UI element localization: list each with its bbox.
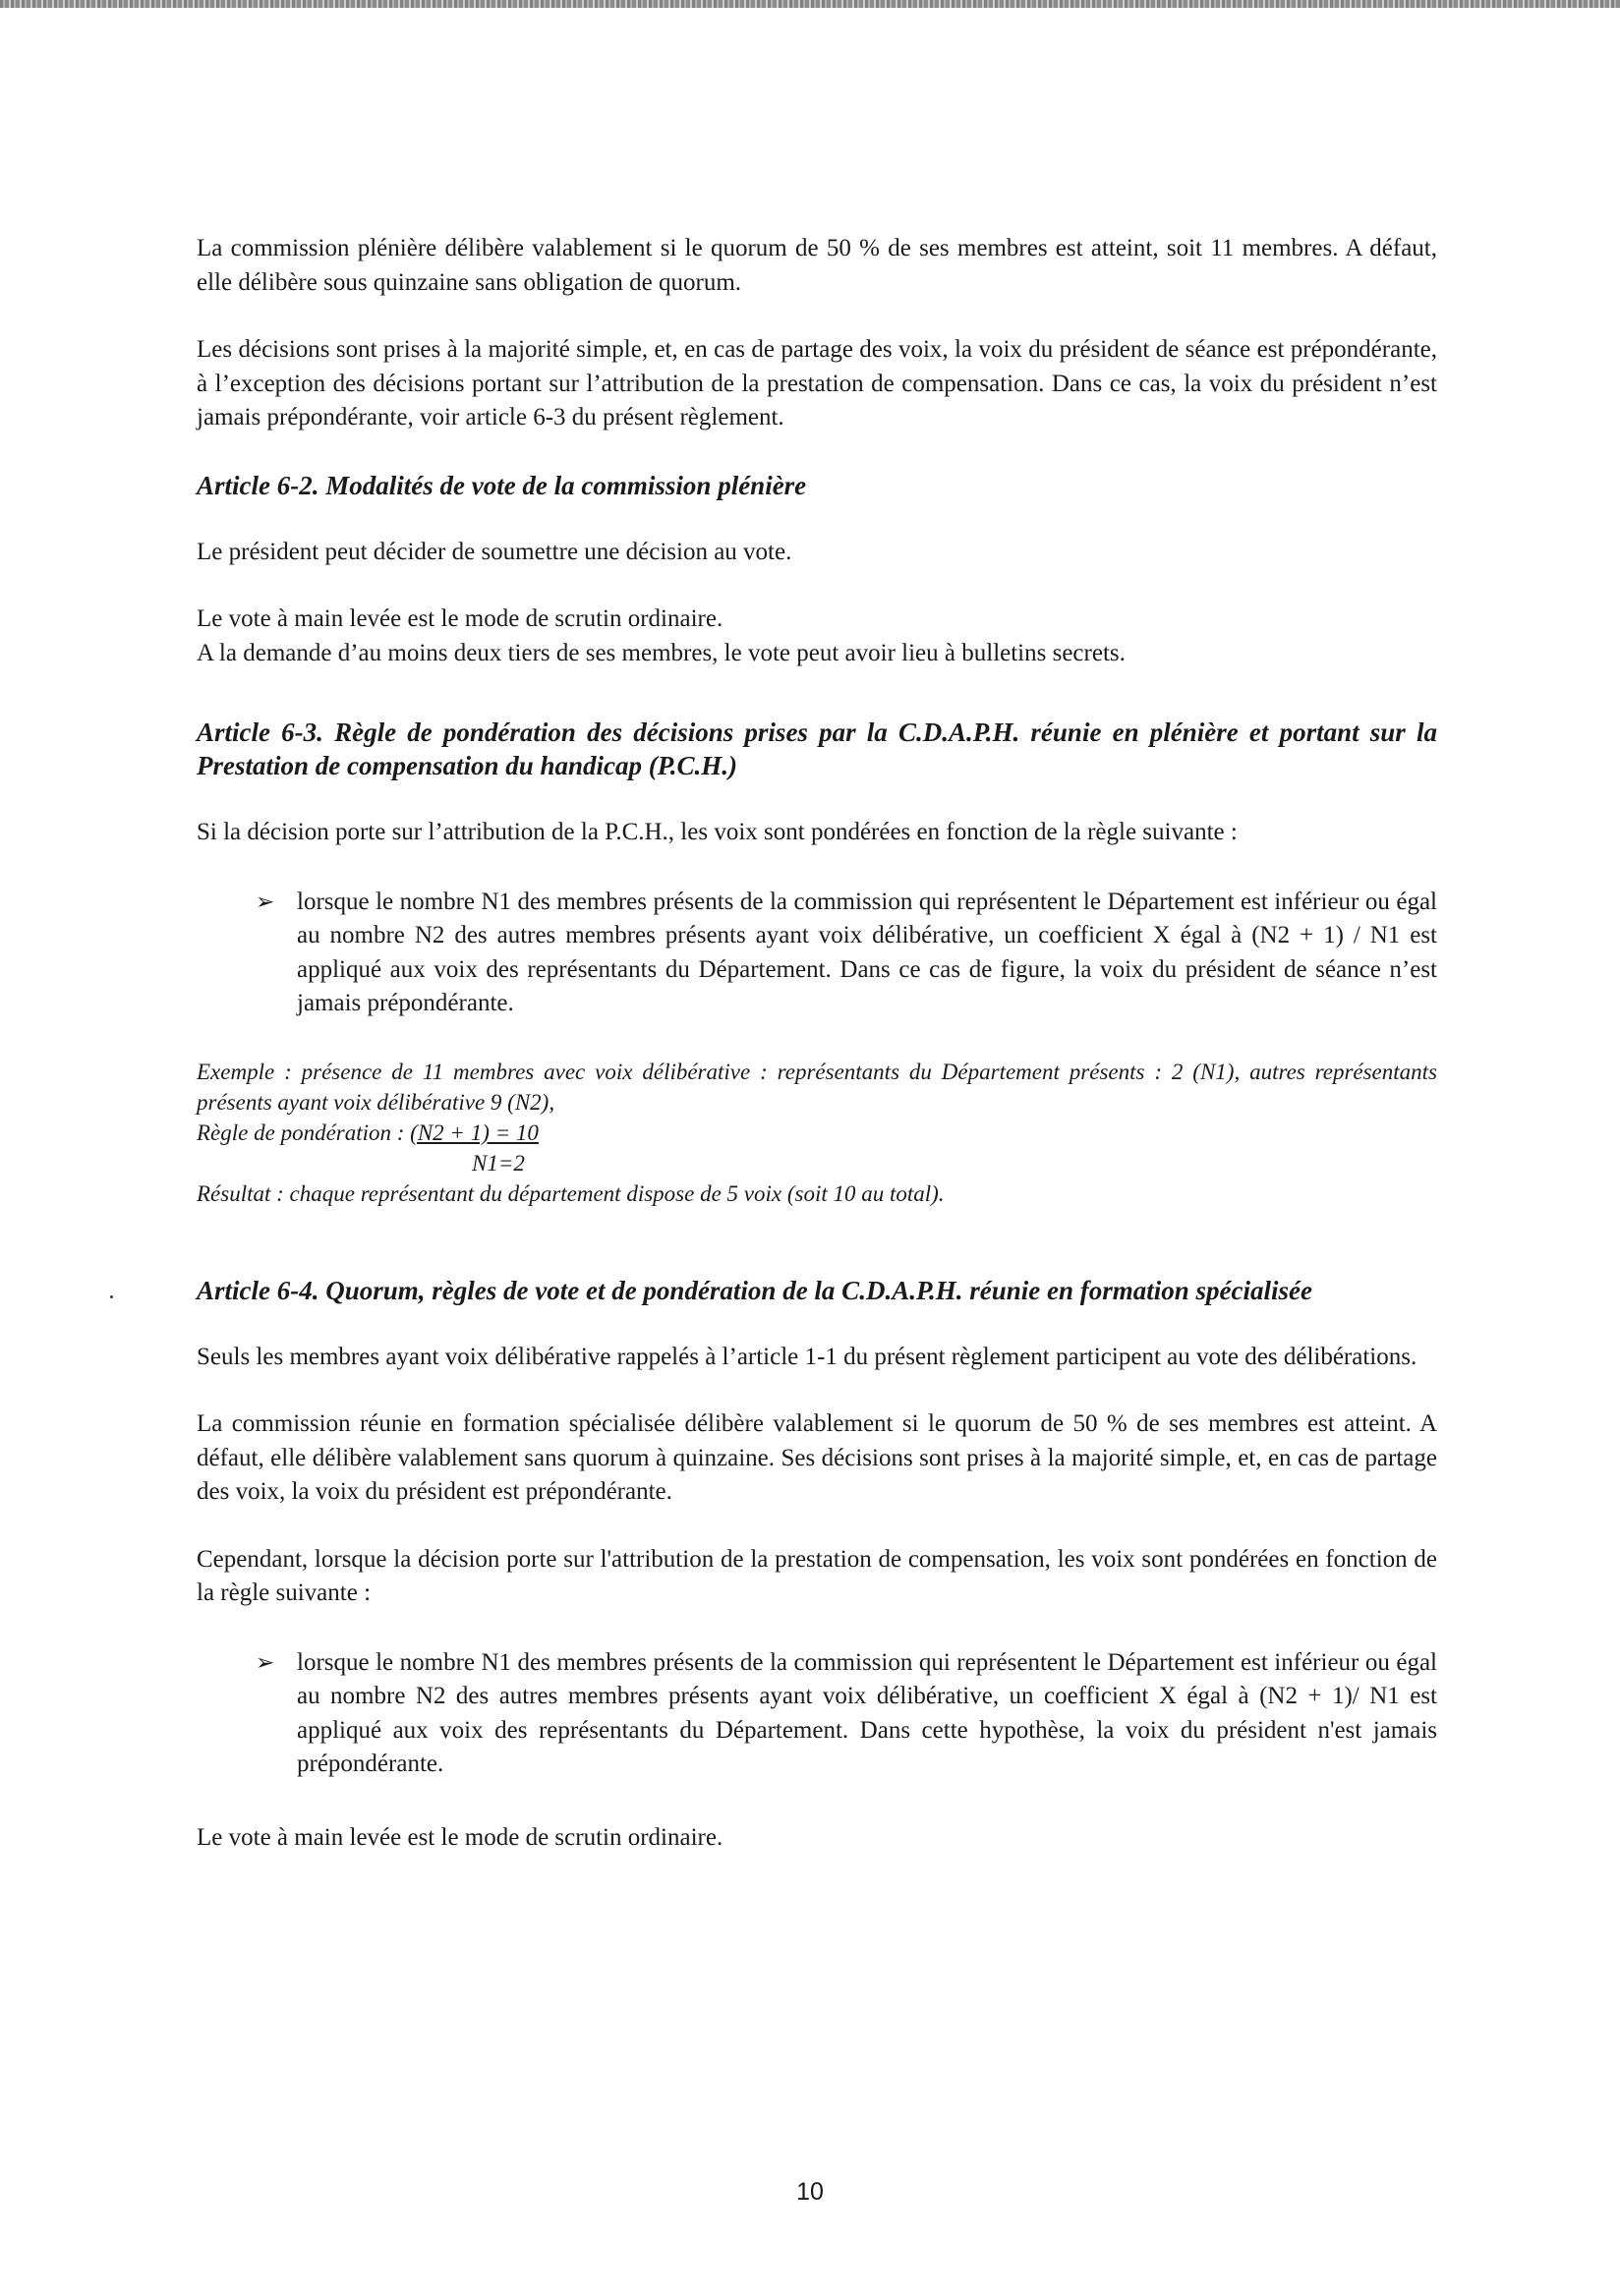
paragraph-vote-ordinaire: Le vote à main levée est le mode de scrutin ordinaire.	[197, 1823, 723, 1851]
heading-article-6-3: Article 6-3. Règle de pondération des décisions prises par la C.D.A.P.H. réunie en plénière et portant sur la Prestation de compensation du handicap (P.C.H.)	[197, 718, 1437, 780]
formula-denominator: N1=2	[472, 1150, 525, 1176]
example-text: Exemple : présence de 11 membres avec voix délibérative : représentants du Département présents : 2 (N1), autres représentants présents ayant voix délibérative 9 (N2),	[197, 1059, 1437, 1115]
bullet-text: lorsque le nombre N1 des membres présents de la commission qui représentent le Département est inférieur ou égal au nombre N2 des autres membres présents ayant voix délibérative, un coefficient X égal à (N2 + 1)/ N1 est appliqué aux voix des représentants du Département. Dans cette hypothèse, la voix du président n'est jamais prépondérante.	[297, 1648, 1437, 1777]
paragraph-formation-specialisee: La commission réunie en formation spécialisée délibère valablement si le quorum de 50 % de ses membres est atteint. A défaut, elle délibère valablement sans quorum à quinzaine. Ses décisions sont prises à la majorité simple, et, en cas de partage des voix, la voix du président est prépondérante.	[197, 1410, 1437, 1505]
document-page	[197, 232, 1437, 1855]
paragraph-decisions: Les décisions sont prises à la majorité simple, et, en cas de partage des voix, la voix du président de séance est prépondérante, à l’exception des décisions portant sur l’attribution de la prestation de compensation. Dans ce cas, la voix du président n’est jamais prépondérante, voir article 6-3 du présent règlement.	[197, 336, 1437, 430]
paragraph-quorum: La commission plénière délibère valablement si le quorum de 50 % de ses membres est atteint, soit 11 membres. A défaut, elle délibère sous quinzaine sans obligation de quorum.	[197, 235, 1437, 296]
paragraph-pch-intro: Si la décision porte sur l’attribution de la P.C.H., les voix sont pondérées en fonction de la règle suivante :	[197, 819, 1238, 845]
result-text: Résultat : chaque représentant du département dispose de 5 voix (soit 10 au total).	[197, 1180, 945, 1206]
paragraph-membres-voix: Seuls les membres ayant voix délibérative rappelés à l’article 1-1 du présent règlement participent au vote des délibérations.	[197, 1343, 1418, 1370]
scan-edge-artifact	[0, 0, 1620, 8]
bullet-item-ponderation	[256, 886, 1437, 1021]
paragraph-vote-main-levee: Le vote à main levée est le mode de scrutin ordinaire.	[197, 605, 723, 632]
heading-article-6-4: Article 6-4. Quorum, règles de vote et de pondération de la C.D.A.P.H. réunie en formation spécialisée	[197, 1275, 1312, 1305]
bullet-item-ponderation-2	[256, 1646, 1437, 1782]
paragraph-president-vote: Le président peut décider de soumettre une décision au vote.	[197, 538, 792, 565]
formula-line	[197, 1118, 1437, 1148]
scan-speck	[110, 1295, 113, 1298]
heading-article-6-2: Article 6-2. Modalités de vote de la commission plénière	[197, 470, 807, 500]
bullet-text: lorsque le nombre N1 des membres présents de la commission qui représentent le Département est inférieur ou égal au nombre N2 des autres membres présents ayant voix délibérative, un coefficient X égal à (N2 + 1) / N1 est appliqué aux voix des représentants du Département. Dans ce cas de figure, la voix du président de séance n’est jamais prépondérante.	[297, 888, 1437, 1016]
arrow-bullet-icon: ➢	[256, 889, 275, 914]
example-block	[197, 1057, 1437, 1209]
page-number: 10	[796, 2178, 824, 2206]
formula-numerator: (N2 + 1) = 10	[410, 1119, 539, 1145]
paragraph-cependant: Cependant, lorsque la décision porte sur l'attribution de la prestation de compensation, les voix sont pondérées en fonction de la règle suivante :	[197, 1545, 1437, 1606]
paragraph-bulletins-secrets: A la demande d’au moins deux tiers de ses membres, le vote peut avoir lieu à bulletins secrets.	[197, 639, 1126, 666]
arrow-bullet-icon: ➢	[256, 1649, 275, 1675]
formula-label: Règle de pondération :	[197, 1119, 411, 1145]
